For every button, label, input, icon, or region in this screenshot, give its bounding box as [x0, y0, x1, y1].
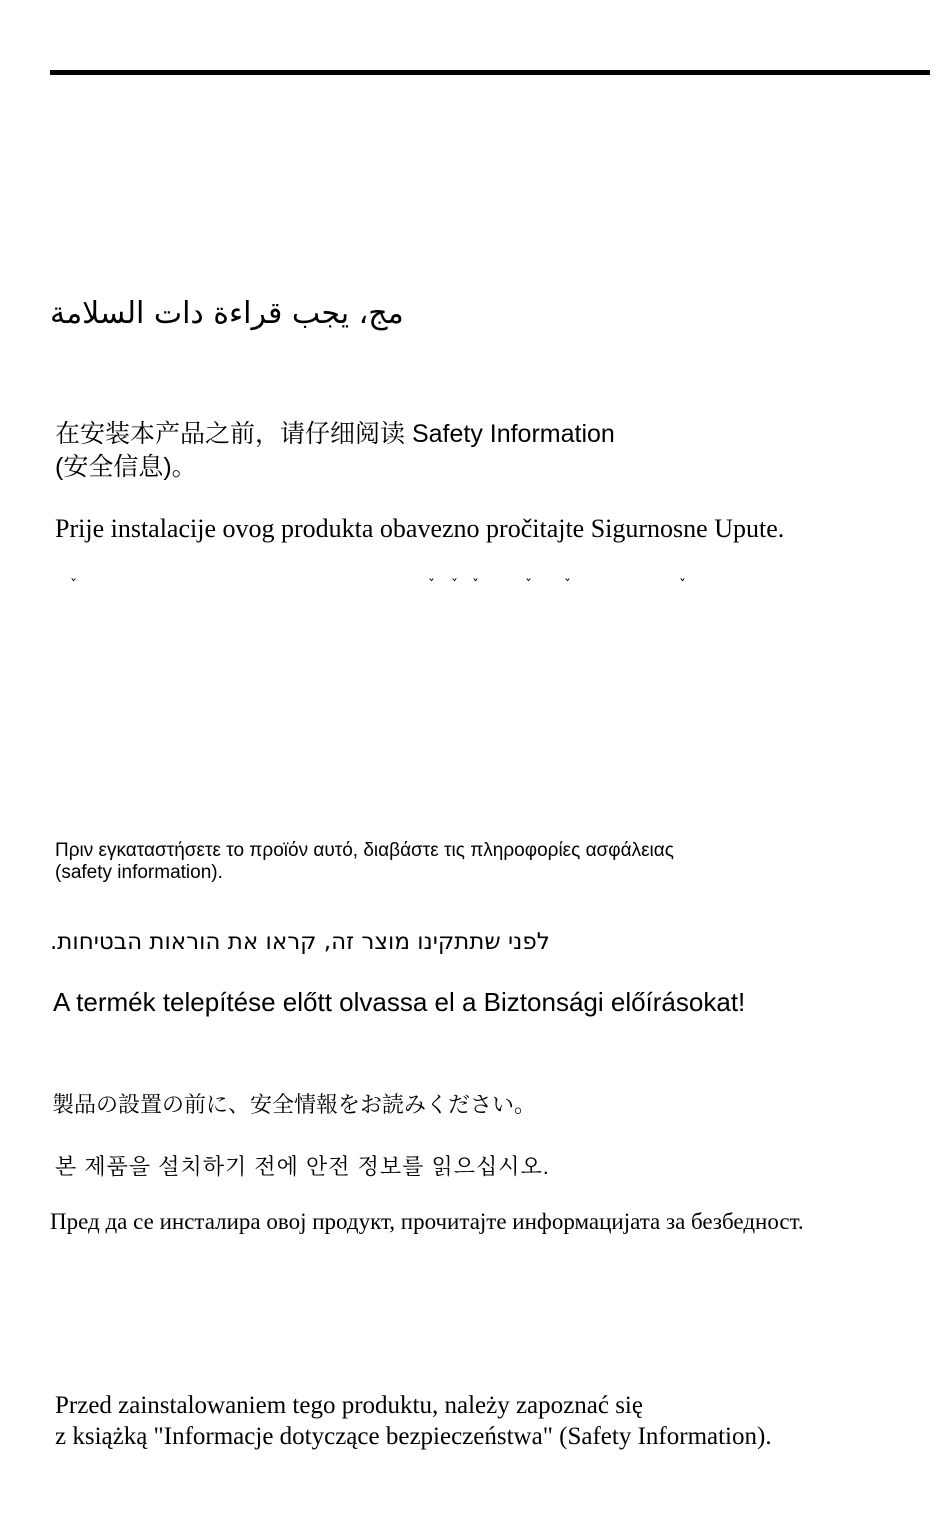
korean-notice: 본 제품을 설치하기 전에 안전 정보를 읽으십시오. — [55, 1154, 550, 1179]
caron-mark: ˇ — [679, 578, 686, 594]
croatian-notice: Prije instalacije ovog produkta obavezno pročitajte Sigurnosne Upute. — [55, 514, 785, 543]
arabic-notice: مج، يجب قراءة دات السلامة — [50, 296, 404, 331]
polish-notice-line1: Przed zainstalowaniem tego produktu, należy zapoznać się — [55, 1392, 643, 1419]
top-rule — [50, 70, 930, 75]
caron-mark: ˇ — [70, 578, 77, 594]
caron-marks-row — [55, 578, 755, 598]
hebrew-notice: לפני שתתקינו מוצר זה, קראו את הוראות הבטיחות. — [50, 929, 550, 955]
polish-notice-line2: z książką "Informacje dotyczące bezpieczeństwa" (Safety Information). — [55, 1423, 772, 1450]
greek-notice-line1: Πριν εγκαταστήσετε το προϊόν αυτό, διαβάστε τις πληροφορίες ασφάλειας — [55, 840, 674, 861]
greek-notice-line2: (safety information). — [55, 862, 223, 883]
macedonian-notice: Пред да се инсталира овој продукт, прочитајте информацијата за безбедност. — [50, 1209, 804, 1234]
japanese-notice: 製品の設置の前に、安全情報をお読みください。 — [52, 1092, 537, 1117]
hungarian-notice: A termék telepítése előtt olvassa el a Biztonsági előírásokat! — [53, 987, 746, 1017]
caron-mark: ˇ — [564, 578, 571, 594]
caron-mark: ˇ — [472, 578, 479, 594]
chinese-notice-line1: 在安装本产品之前，请仔细阅读 Safety Information — [55, 420, 615, 448]
caron-mark: ˇ — [525, 578, 532, 594]
caron-mark: ˇ — [451, 578, 458, 594]
caron-mark: ˇ — [428, 578, 435, 594]
chinese-notice-line2: (安全信息)。 — [55, 453, 197, 481]
